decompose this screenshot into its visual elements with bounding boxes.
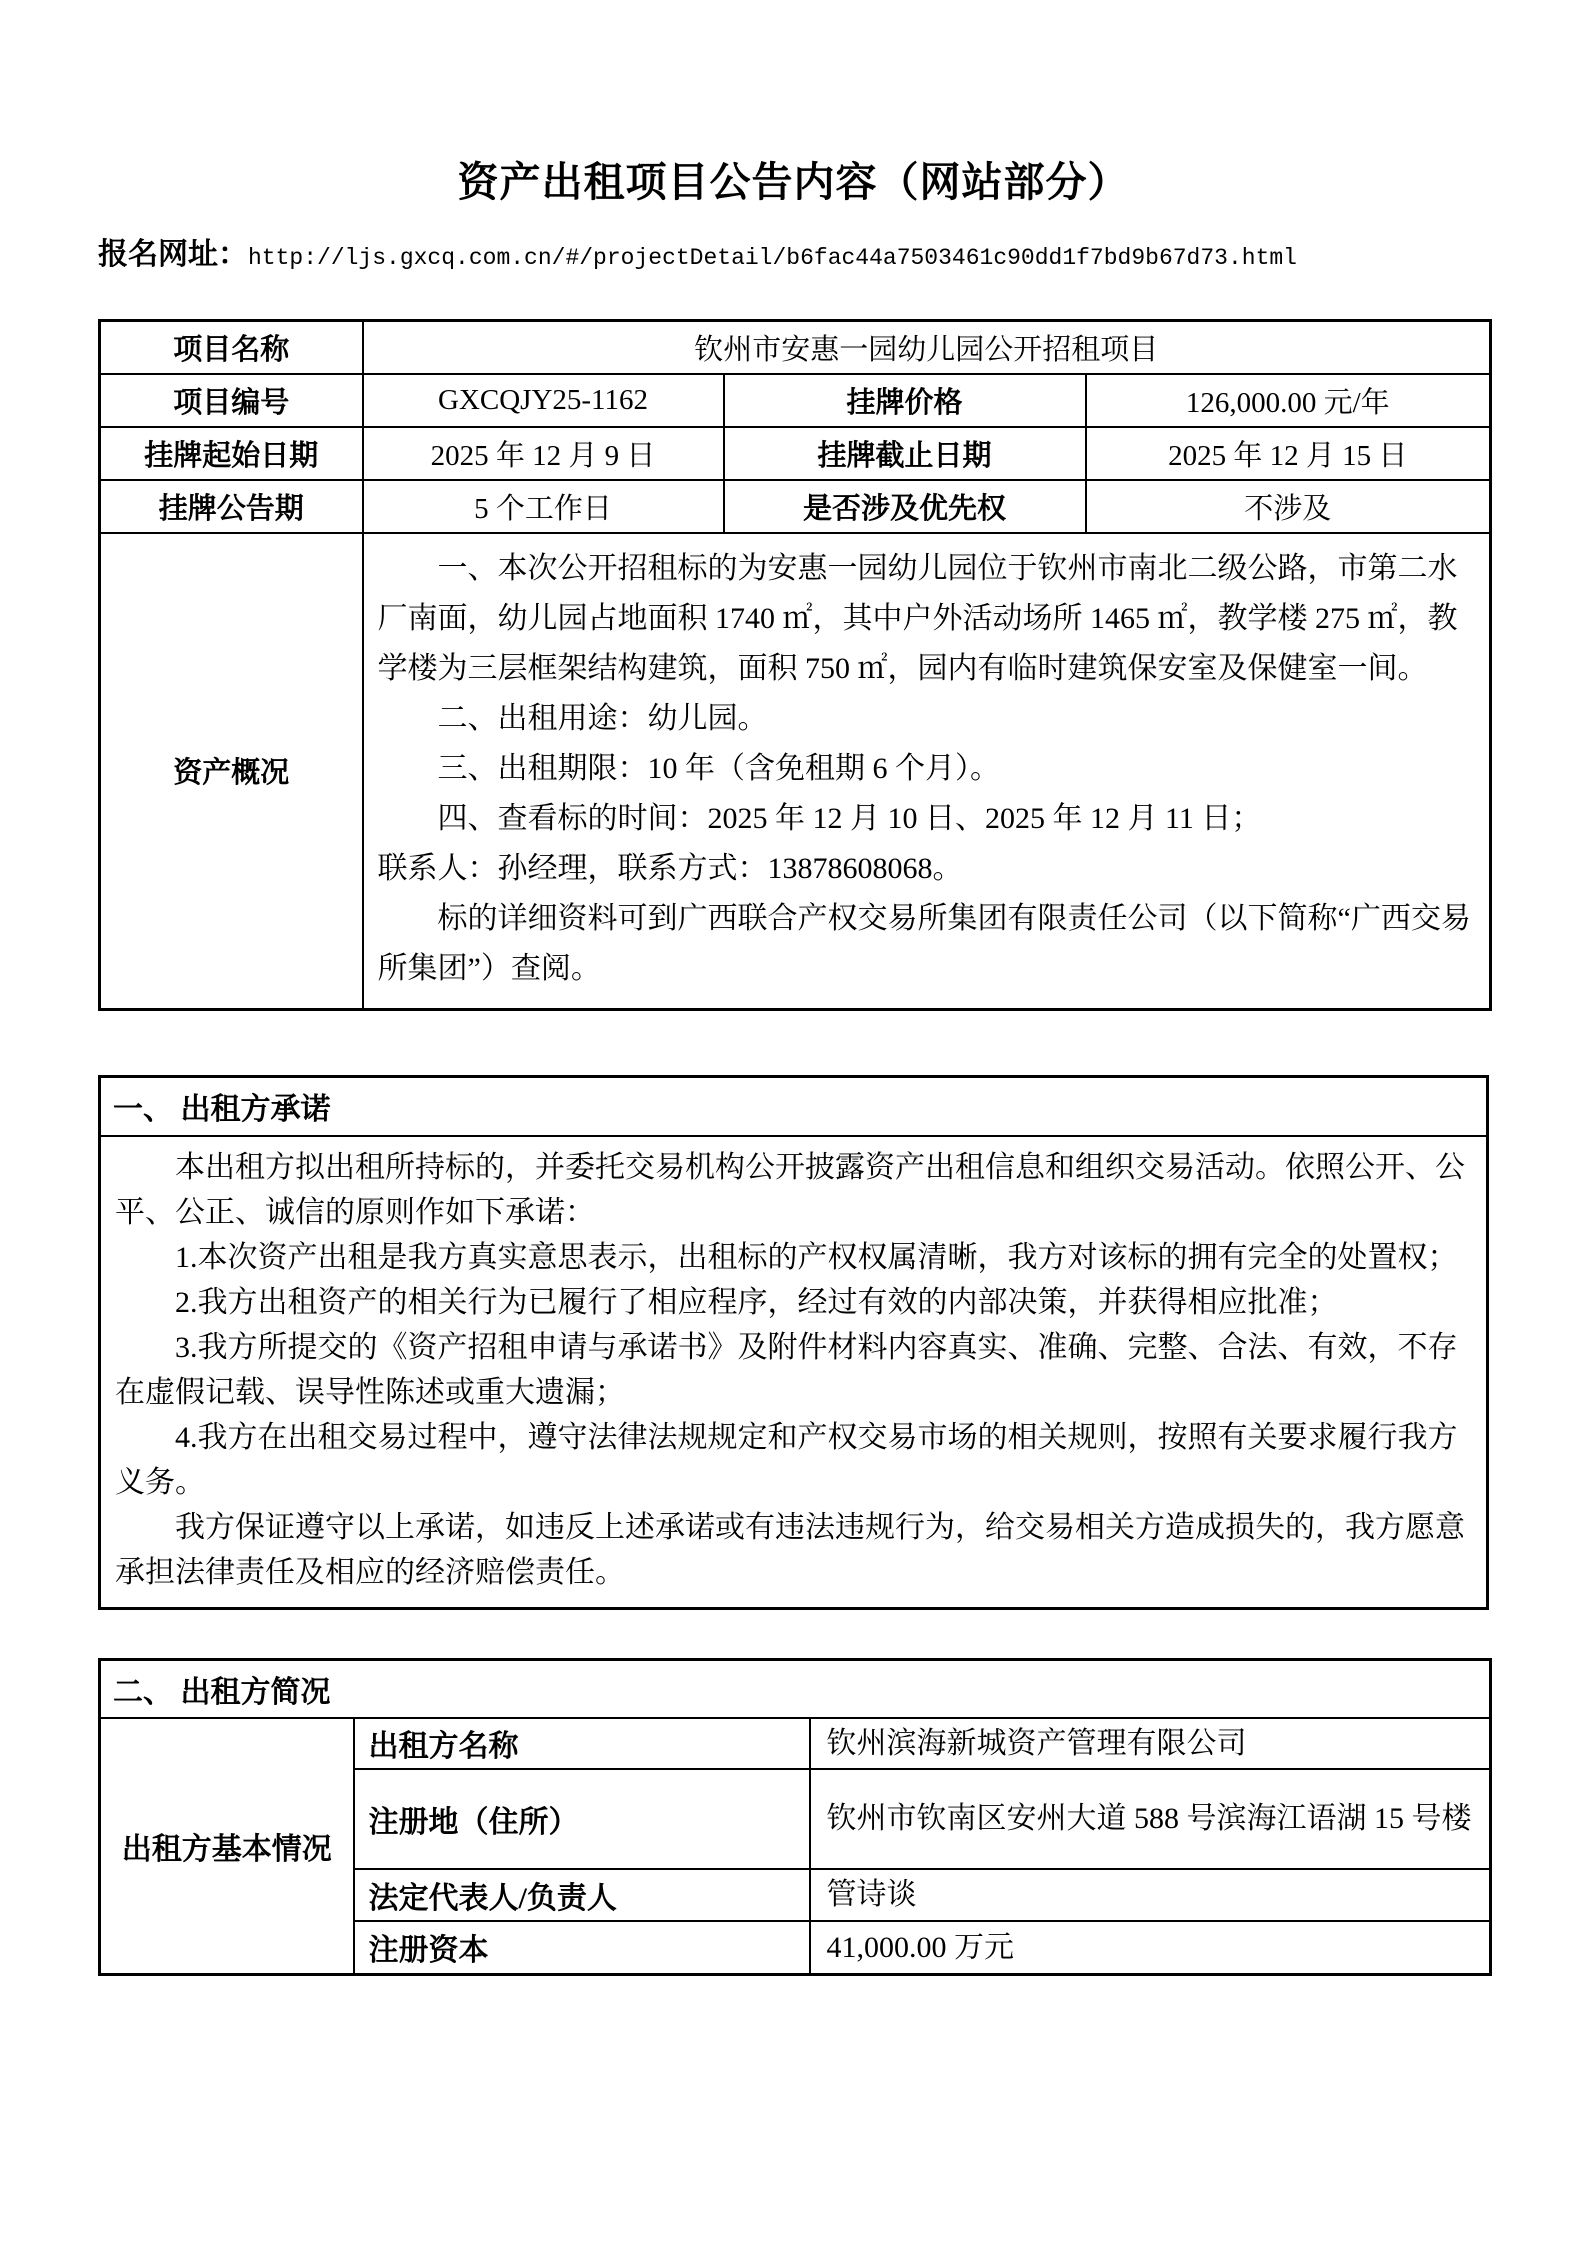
commitment-paragraph: 本出租方拟出租所持标的，并委托交易机构公开披露资产出租信息和组织交易活动。依照公开、公平、公正、诚信的原则作如下承诺： [115, 1151, 1465, 1229]
lessor-name-label: 出租方名称 [354, 1718, 810, 1769]
table-row [100, 533, 1491, 1010]
asset-paragraph: 四、查看标的时间：2025 年 12 月 10 日、2025 年 12 月 11 日； [437, 801, 1262, 835]
registered-capital-value: 41,000.00 万元 [810, 1921, 1491, 1975]
listing-end-date-value: 2025 年 12 月 15 日 [1086, 427, 1491, 480]
project-code-value: GXCQJY25-1162 [363, 374, 724, 427]
table-row [100, 321, 1491, 374]
table-row [100, 374, 1491, 427]
commitment-heading: 一、 出租方承诺 [100, 1076, 1488, 1136]
commitment-paragraph: 我方保证遵守以上承诺，如违反上述承诺或有违法违规行为，给交易相关方造成损失的，我方愿意承担法律责任及相应的经济赔偿责任。 [115, 1511, 1465, 1589]
table-row [100, 427, 1491, 480]
table-row [100, 1136, 1488, 1609]
table-row [100, 480, 1491, 533]
project-info-table [98, 319, 1492, 1011]
listing-price-value: 126,000.00 元/年 [1086, 374, 1491, 427]
lessor-section [98, 1658, 1492, 1976]
project-code-label: 项目编号 [100, 374, 363, 427]
listing-start-date-label: 挂牌起始日期 [100, 427, 363, 480]
asset-overview-label: 资产概况 [100, 533, 363, 1010]
registered-capital-label: 注册资本 [354, 1921, 810, 1975]
table-row [100, 1076, 1488, 1136]
priority-right-value: 不涉及 [1086, 480, 1491, 533]
table-row [100, 1660, 1491, 1718]
listing-start-date-value: 2025 年 12 月 9 日 [363, 427, 724, 480]
asset-overview-content [363, 533, 1491, 1010]
table-row [100, 1718, 1491, 1769]
legal-representative-label: 法定代表人/负责人 [354, 1869, 810, 1921]
asset-paragraph: 联系人：孙经理，联系方式：13878608068。 [377, 851, 963, 885]
asset-paragraph: 标的详细资料可到广西联合产权交易所集团有限责任公司（以下简称“广西交易所集团”）查阅。 [377, 901, 1471, 985]
document-page [98, 0, 1489, 1976]
commitment-paragraph: 4.我方在出租交易过程中，遵守法律法规规定和产权交易市场的相关规则，按照有关要求履行我方义务。 [115, 1421, 1458, 1499]
asset-paragraph: 二、出租用途：幼儿园。 [437, 701, 768, 735]
commitment-body [100, 1136, 1488, 1609]
project-name-label: 项目名称 [100, 321, 363, 374]
lessor-heading: 二、 出租方简况 [100, 1660, 1491, 1718]
commitment-paragraph: 3.我方所提交的《资产招租申请与承诺书》及附件材料内容真实、准确、完整、合法、有效，不存在虚假记载、误导性陈述或重大遗漏； [115, 1331, 1458, 1409]
asset-paragraph: 一、本次公开招租标的为安惠一园幼儿园位于钦州市南北二级公路，市第二水厂南面，幼儿园占地面积 1740 ㎡，其中户外活动场所 1465 ㎡，教学楼 275 ㎡，教学楼为三层框架结构建筑，面积 750 ㎡，园内有临时建筑保安室及保健室一间。 [377, 551, 1458, 685]
commitment-paragraph: 2.我方出租资产的相关行为已履行了相应程序，经过有效的内部决策，并获得相应批准； [175, 1286, 1338, 1319]
announcement-period-value: 5 个工作日 [363, 480, 724, 533]
asset-paragraph: 三、出租期限：10 年（含免租期 6 个月）。 [437, 751, 1000, 785]
project-name-value: 钦州市安惠一园幼儿园公开招租项目 [363, 321, 1491, 374]
priority-right-label: 是否涉及优先权 [724, 480, 1086, 533]
commitment-paragraph: 1.本次资产出租是我方真实意思表示，出租标的产权权属清晰，我方对该标的拥有完全的处置权； [175, 1241, 1458, 1274]
signup-url-line [98, 236, 1489, 277]
listing-end-date-label: 挂牌截止日期 [724, 427, 1086, 480]
registered-address-label: 注册地（住所） [354, 1769, 810, 1869]
document-title: 资产出租项目公告内容（网站部分） [457, 159, 1130, 205]
listing-price-label: 挂牌价格 [724, 374, 1086, 427]
legal-representative-value: 管诗谈 [810, 1869, 1491, 1921]
signup-url-label: 报名网址： [98, 238, 248, 271]
announcement-period-label: 挂牌公告期 [100, 480, 363, 533]
registered-address-value: 钦州市钦南区安州大道 588 号滨海江语湖 15 号楼 [810, 1769, 1491, 1869]
lessor-name-value: 钦州滨海新城资产管理有限公司 [810, 1718, 1491, 1769]
lessor-group-label: 出租方基本情况 [100, 1718, 354, 1975]
signup-url: http://ljs.gxcq.com.cn/#/projectDetail/b6fac44a7503461c90dd1f7bd9b67d73.html [248, 245, 1297, 271]
commitment-section [98, 1075, 1489, 1611]
